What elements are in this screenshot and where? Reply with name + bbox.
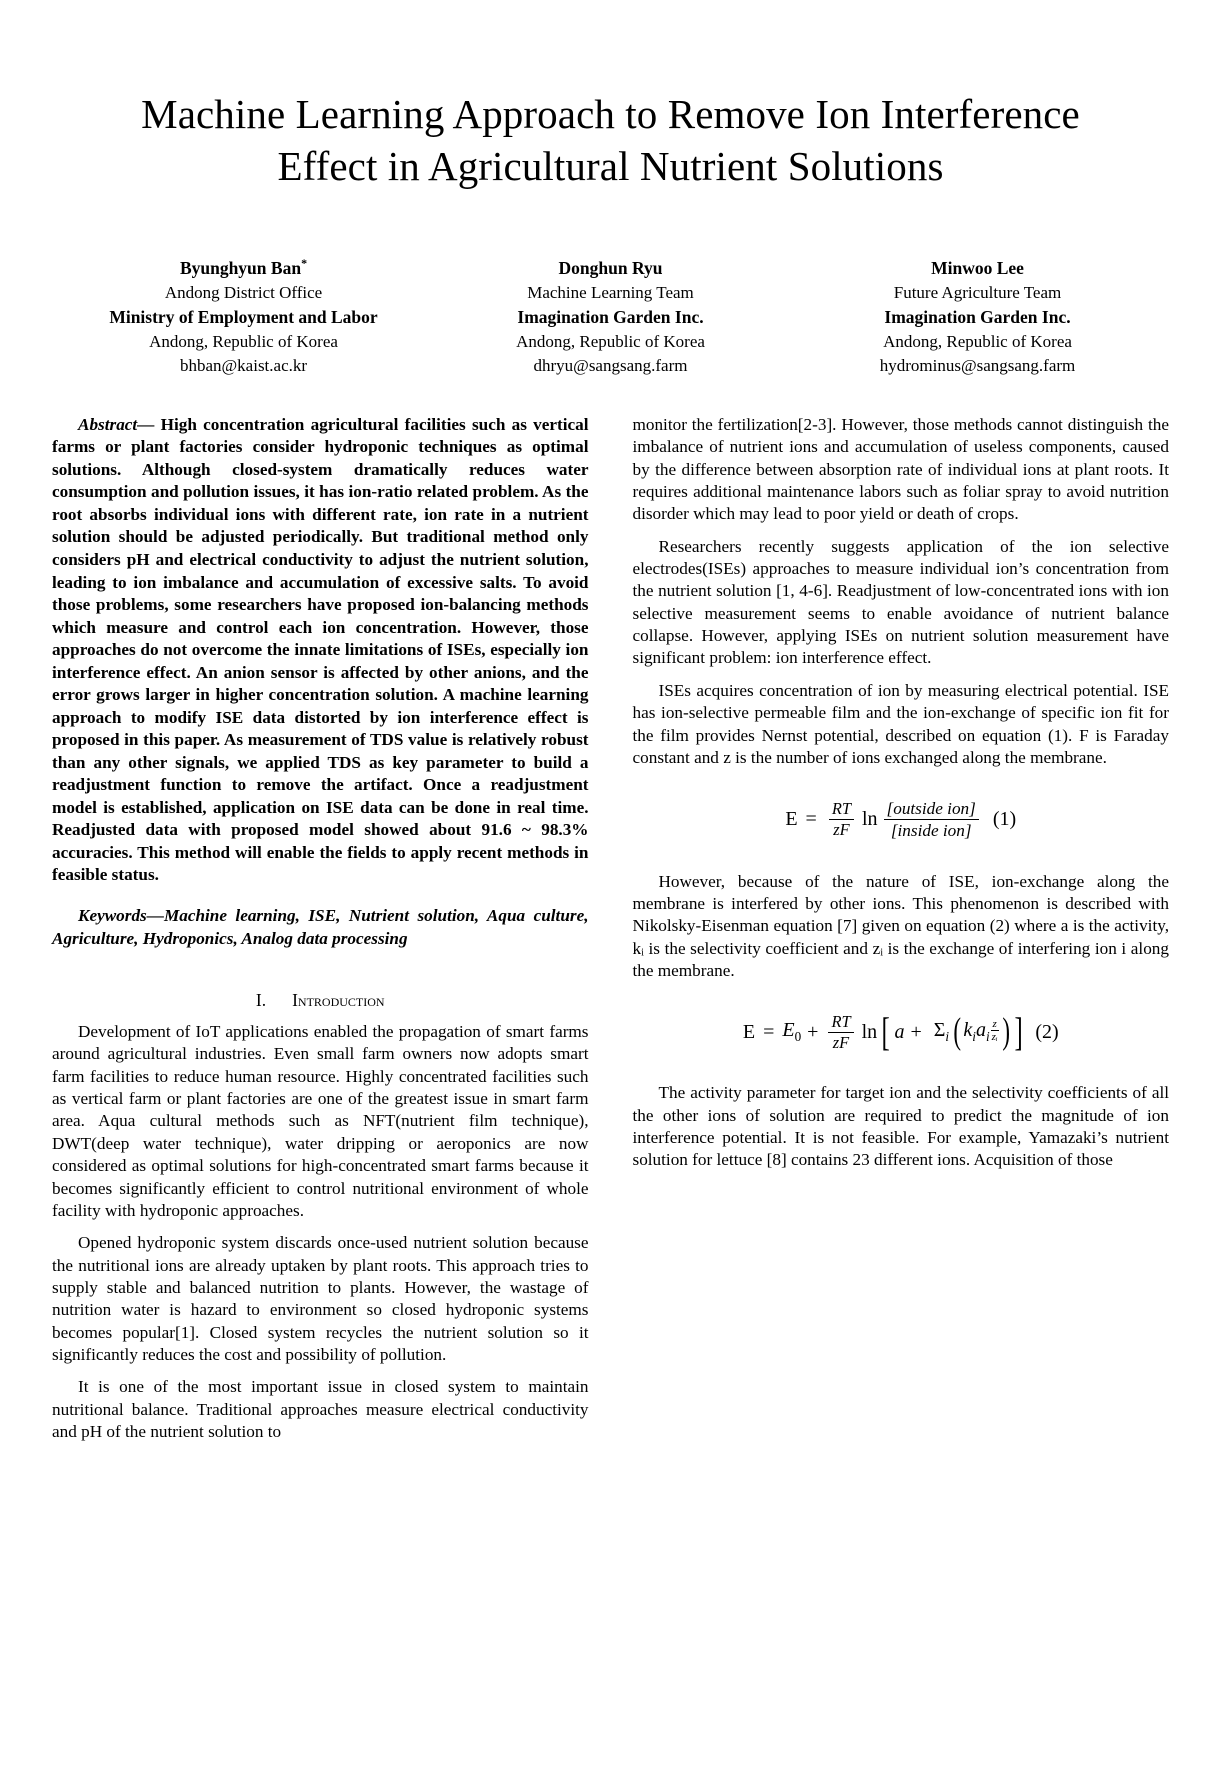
author-department: Andong District Office	[164, 282, 323, 302]
section-number: I.	[255, 990, 267, 1011]
equation-2-open-paren: (	[953, 1011, 962, 1053]
equation-1-outside-ion: [outside ion]	[884, 799, 979, 820]
equation-2-open-bracket: [	[881, 1009, 890, 1055]
author-entry-1	[60, 255, 427, 378]
equation-1-rt-zf-fraction	[829, 800, 854, 840]
equation-2-number: (2)	[1035, 1020, 1059, 1043]
equation-2-exponent-fraction	[990, 1018, 1000, 1043]
paragraph: Opened hydroponic system discards once-used nutrient solution because the nutritional ions are already uptaken by plant roots. This approach tries to supply stable and balanced nutrition to plants. However, the wastage of nutrition water is hazard to environment so closed hydroponic systems becomes popular[1]. Closed system recycles the nutrient solution so it significantly reduces the cost and possibility of pollution.	[52, 1233, 589, 1365]
left-column	[52, 414, 589, 1454]
equation-2-close-bracket: ]	[1014, 1009, 1023, 1055]
author-name	[794, 255, 1161, 281]
equation-1-ion-ratio-fraction	[884, 799, 979, 841]
paragraph: ISEs acquires concentration of ion by measuring electrical potential. ISE has ion-selective permeable film and the ion-exchange of specific ion fit for the film provides Nernst potential, described on equation (1). F is Faraday constant and z is the number of ions exchanged along the membrane.	[632, 680, 1169, 767]
author-email[interactable]: bhban@kaist.ac.kr	[179, 355, 308, 375]
equation-2-k-subscript: i	[972, 1029, 976, 1045]
equation-1-ln: ln	[861, 808, 878, 831]
equation-2-lhs: E	[742, 1020, 756, 1043]
equation-2-exponent-denominator: zᵢ	[991, 1031, 998, 1044]
author-name	[60, 255, 427, 281]
page-title: Machine Learning Approach to Remove Ion Interference Effect in Agricultural Nutrient Solutions	[141, 91, 1080, 190]
equation-1-number: (1)	[992, 808, 1017, 831]
equation-2-a-term	[976, 1019, 1000, 1045]
equation-2-k-symbol: k	[963, 1019, 973, 1042]
author-name-text: Donghun Ryu	[558, 257, 663, 278]
equation-2-e0-symbol: E	[782, 1019, 795, 1042]
author-organization: Imagination Garden Inc.	[517, 306, 704, 327]
equation-2-plus-2: +	[910, 1020, 922, 1043]
equation-2-plus: +	[807, 1020, 819, 1043]
equation-1-inside-ion: [inside ion]	[890, 821, 972, 841]
equation-1-rt: RT	[829, 800, 854, 820]
equation-2-close-paren: )	[1001, 1011, 1010, 1053]
equation-1-lhs: E	[785, 808, 798, 831]
abstract-label: Abstract—	[78, 414, 155, 434]
author-organization: Imagination Garden Inc.	[884, 306, 1071, 327]
author-block	[60, 255, 1161, 378]
equation-2-sigma-subscript: i	[945, 1029, 950, 1045]
equation-2	[633, 1009, 1170, 1055]
author-email[interactable]: hydrominus@sangsang.farm	[879, 355, 1076, 375]
abstract-body: High concentration agricultural facilities such as vertical farms or plant factories consider hydroponic techniques as optimal solutions. Although closed-system dramatically reduces water consumption and pollution issues, it has ion-ratio related problem. As the root absorbs individual ions with different rate, ion rate in a nutrient solution should be adjusted periodically. But traditional method only considers pH and electrical conductivity to adjust the nutrient solution, leading to ion imbalance and accumulation of excessive salts. To avoid those problems, some researchers have proposed ion-balancing methods which measure and control each ion concentration. However, those approaches do not overcome the innate limitations of ISEs, especially ion interference effect. An anion sensor is affected by other anions, and the error grows larger in higher concentration solution. A machine learning approach to modify ISE data distorted by ion interference effect is proposed in this paper. As measurement of TDS value is relatively robust than any other signals, we applied TDS as key parameter to build a readjustment function to remove the artifact. Once a readjustment model is established, application on ISE data can be done in real time. Readjusted data with proposed model showed about 91.6 ~ 98.3% accuracies. This method will enable the fields to apply recent methods in feasible status.	[52, 414, 589, 885]
equation-2-activity: a	[894, 1020, 905, 1043]
paragraph: Researchers recently suggests application of the ion selective electrodes(ISEs) approaches to measure individual ion’s concentration from the nutrient solution [1, 4-6]. Readjustment of low-concentrated ions with ion selective measurement seems to enable avoidance of nutrient balance collapse. However, applying ISEs on nutrient solution measurement have significant problem: ion interference effect.	[632, 536, 1169, 668]
paragraph: However, because of the nature of ISE, ion-exchange along the membrane is interfered by other ions. This phenomenon is described with Nikolsky-Eisenman equation [7] given on equation (2) where a is the activity, kᵢ is the selectivity coefficient and zᵢ is the exchange of interfering ion i along the membrane.	[632, 871, 1169, 981]
equation-2-equals: =	[763, 1020, 775, 1043]
author-organization: Ministry of Employment and Labor	[109, 306, 378, 327]
author-location: Andong, Republic of Korea	[883, 331, 1072, 351]
section-heading-introduction	[52, 990, 589, 1011]
right-column	[633, 414, 1170, 1182]
keywords-paragraph: Keywords—Machine learning, ISE, Nutrient solution, Aqua culture, Agriculture, Hydroponics, Analog data processing	[52, 905, 589, 948]
author-department: Future Agriculture Team	[893, 282, 1062, 302]
author-name-text: Minwoo Lee	[931, 257, 1024, 278]
equation-2-ln: ln	[861, 1020, 878, 1043]
equation-2-e0-subscript: 0	[794, 1029, 802, 1045]
equation-1-equals: =	[805, 808, 817, 831]
equation-2-sigma-symbol: Σ	[933, 1019, 946, 1042]
equation-2-a-symbol: a	[975, 1019, 986, 1042]
author-location: Andong, Republic of Korea	[516, 331, 705, 351]
equation-2-sigma	[934, 1019, 949, 1045]
author-marker: *	[301, 255, 308, 270]
paragraph: It is one of the most important issue in closed system to maintain nutritional balance. Traditional approaches measure electrical conductivity and pH of the nutrient solution to	[52, 1377, 589, 1442]
author-email[interactable]: dhryu@sangsang.farm	[533, 355, 688, 375]
equation-2-exponent-numerator: z	[992, 1018, 997, 1031]
equation-1	[633, 799, 1170, 841]
author-name-text: Byunghyun Ban	[179, 257, 302, 278]
paragraph: Development of IoT applications enabled the propagation of smart farms around agricultural industries. Even small farm owners now adopts smart farm facilities to reduce human resource. Highly concentrated facilities such as vertical farm or plant factories are one of the greatest issue in smart farm area. Aqua cultural methods such as NFT(nutrient film technique), DWT(deep water technique), water dripping or aeroponics are now considered as optimal solutions for high-concentrated smart farms because it becomes significantly efficient to control nutritional environment of whole facility with hydroponic approaches.	[52, 1022, 589, 1220]
body-columns	[52, 414, 1169, 1454]
author-entry-3	[794, 255, 1161, 378]
equation-2-k-term	[963, 1019, 976, 1045]
equation-2-a-subscript: i	[985, 1029, 990, 1045]
paragraph: monitor the fertilization[2-3]. However, those methods cannot distinguish the imbalance of nutrient ions and accumulation of useless components, caused by the difference between absorption rate of individual ions at plant roots. It requires additional maintenance labors such as foliar spray to avoid nutrition disorder which may lead to poor yield or death of crops.	[632, 414, 1169, 524]
equation-2-rt-zf-fraction	[828, 1013, 853, 1053]
equation-2-zf: zF	[832, 1032, 850, 1052]
title-block	[0, 0, 1221, 193]
author-department: Machine Learning Team	[527, 282, 694, 302]
author-entry-2	[427, 255, 794, 378]
abstract-paragraph	[52, 414, 589, 887]
paragraph: The activity parameter for target ion and the selectivity coefficients of all the other ions of solution are required to predict the magnitude of ion interference potential. It is not feasible. For example, Yamazaki’s nutrient solution for lettuce [8] contains 23 different ions. Acquisition of those	[632, 1083, 1169, 1170]
equation-2-e0	[782, 1019, 801, 1045]
author-location: Andong, Republic of Korea	[149, 331, 338, 351]
equation-1-zf: zF	[833, 820, 850, 840]
author-name	[427, 255, 794, 281]
section-title: Introduction	[292, 990, 385, 1011]
equation-2-rt: RT	[828, 1013, 853, 1033]
